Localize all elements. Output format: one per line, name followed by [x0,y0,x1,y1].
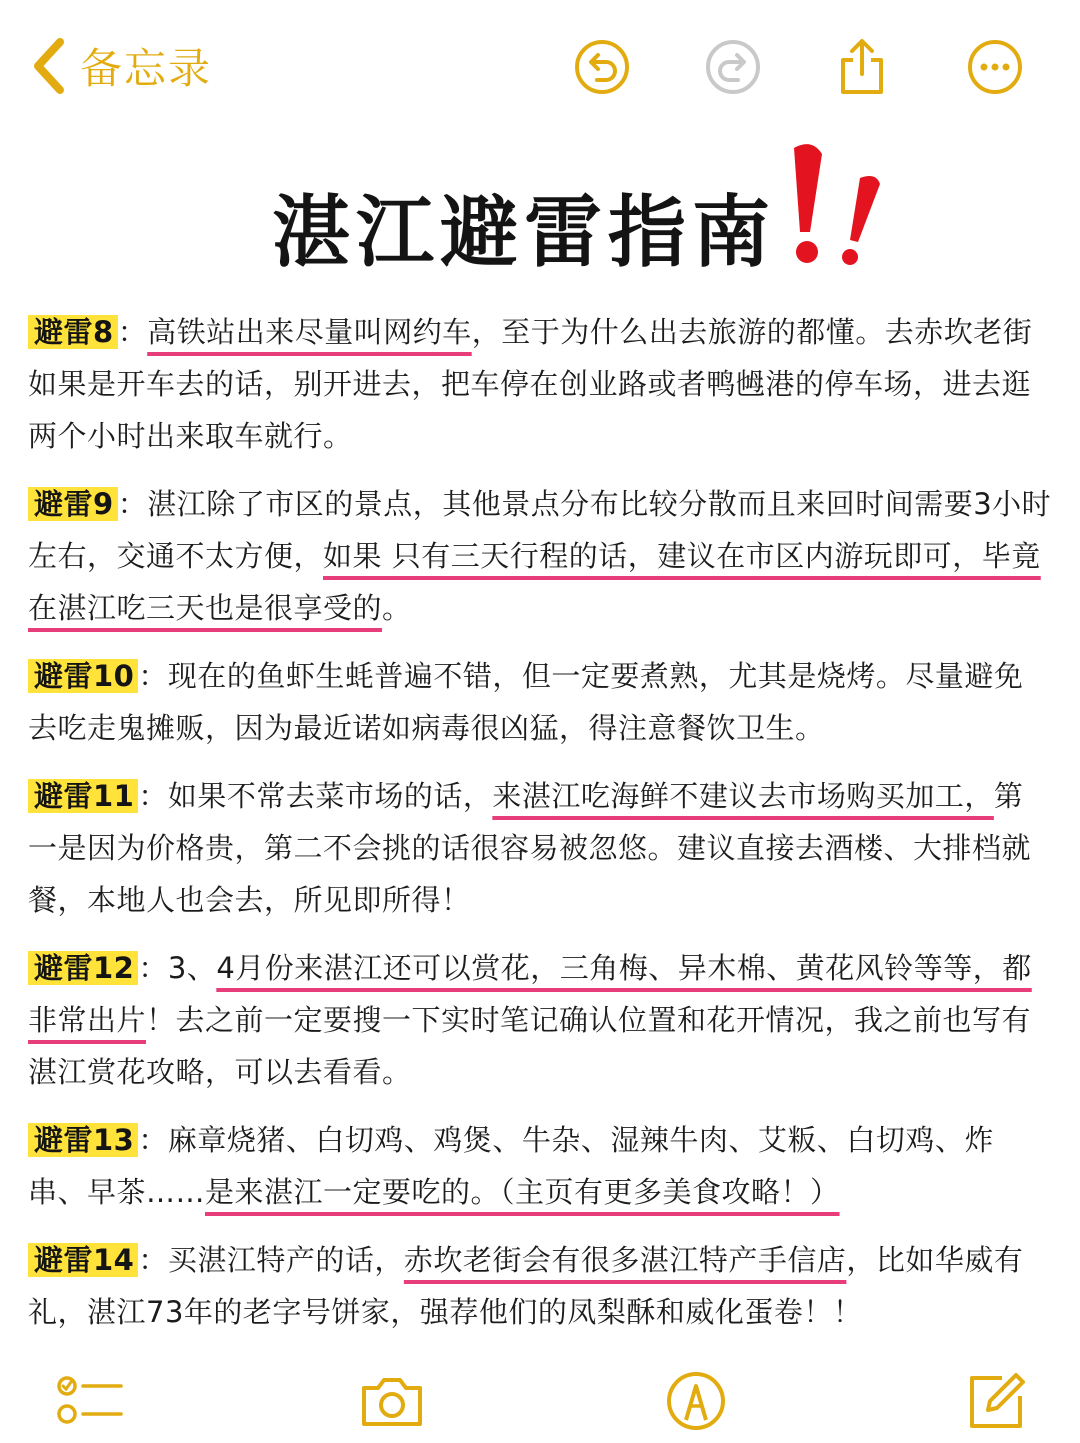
tip-text: 第一是因为价格贵，第二不会挑的话很容易被忽悠。建议直接去酒楼、大排档就餐，本地人也会去，所见即所得！ [28,779,1032,917]
undo-icon [573,38,631,96]
tip-tag-highlight: 避雷10 [28,659,138,693]
note-title-area [0,140,1080,280]
tip-tag-highlight: 避雷14 [28,1243,138,1277]
camera-button[interactable] [358,1370,426,1432]
tip-paragraph [28,478,1052,634]
underlined-text: 是来湛江一定要吃的。（主页有更多美食攻略！） [205,1175,840,1209]
chevron-left-icon [30,36,70,96]
underlined-text: 高铁站出来尽量叫网约车 [147,315,472,349]
tip-paragraph [28,1114,1052,1218]
redo-button[interactable] [704,38,762,96]
double-exclamation-icon [780,140,900,270]
note-body[interactable] [28,306,1052,1354]
checklist-button[interactable] [55,1370,123,1432]
markup-button[interactable] [662,1370,730,1432]
tip-text: ，至于为什么出去旅游的都懂。去赤坎老街如果是开车去的话，别开进去，把车停在创业路或者鸭乸港的停车场，进去逛两个小时出来取车就行。 [28,315,1033,453]
compose-button[interactable] [962,1370,1030,1432]
markup-pen-icon [662,1370,730,1432]
back-label: 备忘录 [80,44,213,93]
bottom-toolbar [0,1360,1080,1443]
compose-icon [962,1370,1030,1432]
tip-text: ：3、 [138,951,217,985]
top-toolbar [0,0,1080,130]
underlined-text: 4月份来湛江还可以赏花，三角梅、异木棉、黄花风铃等等，都非常出片 [28,951,1032,1037]
tip-text: 。 [382,591,412,625]
tip-tag-highlight: 避雷9 [28,487,118,521]
tip-text: ！去之前一定要搜一下实时笔记确认位置和花开情况，我之前也写有湛江赏花攻略，可以去看看。 [28,1003,1032,1089]
tip-paragraph [28,770,1052,926]
share-icon [833,38,891,96]
note-title: 湛江避雷指南 [272,188,777,278]
tip-paragraph [28,1234,1052,1338]
tip-paragraph [28,650,1052,754]
back-button[interactable] [30,34,212,98]
tip-text: ：买湛江特产的话， [138,1243,404,1277]
tip-text: ，比如华威有礼，湛江73年的老字号饼家，强荐他们的凤梨酥和威化蛋卷！！ [28,1243,1024,1329]
underlined-text: 来湛江吃海鲜不建议去市场购买加工， [492,779,994,813]
tip-tag-highlight: 避雷11 [28,779,138,813]
tip-text: ： [117,315,148,349]
tip-tag-highlight: 避雷13 [28,1123,138,1157]
tip-text: ：现在的鱼虾生蚝普遍不错，但一定要煮熟，尤其是烧烤。尽量避免去吃走鬼摊贩，因为最近诺如病毒很凶猛，得注意餐饮卫生。 [28,659,1024,745]
tip-text: ：麻章烧猪、白切鸡、鸡煲、牛杂、湿辣牛肉、艾粄、白切鸡、炸串、早茶…… [28,1123,994,1209]
underlined-text: 如果 只有三天行程的话，建议在市区内游玩即可，毕竟在湛江吃三天也是很享受的 [28,539,1041,625]
undo-button[interactable] [573,38,631,96]
more-button[interactable] [966,38,1024,96]
more-icon [966,38,1024,96]
camera-icon [358,1370,426,1432]
share-button[interactable] [833,38,891,96]
tip-paragraph [28,942,1052,1098]
redo-icon [704,38,762,96]
tip-tag-highlight: 避雷12 [28,951,138,985]
underlined-text: 赤坎老街会有很多湛江特产手信店 [403,1243,847,1277]
checklist-icon [55,1370,123,1432]
tip-text: ：湛江除了市区的景点，其他景点分布比较分散而且来回时间需要3小时左右，交通不太方便， [28,487,1052,573]
tip-text: ：如果不常去菜市场的话， [138,779,493,813]
tip-paragraph [28,306,1052,462]
tip-tag-highlight: 避雷8 [28,315,118,349]
